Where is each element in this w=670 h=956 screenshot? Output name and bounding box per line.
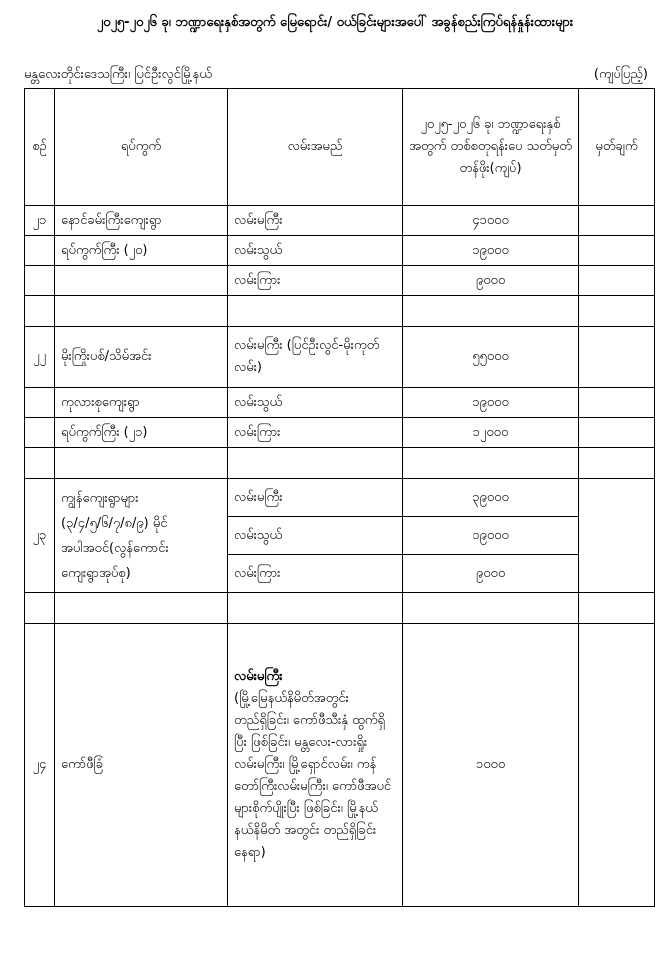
table-row: [25, 327, 655, 388]
row-remark: [579, 236, 655, 266]
row-rate: ၃၉၀၀၀: [403, 479, 579, 517]
header-ward: ရပ်ကွက်: [55, 89, 228, 206]
row-rate: ၄၁၀၀၀: [403, 206, 579, 236]
row-road: လမ်းကြား: [228, 266, 403, 296]
row-rate: ၉၀၀၀: [403, 266, 579, 296]
row-rate: ၁၉၀၀၀: [403, 517, 579, 555]
row-no: ၂၄: [25, 624, 55, 907]
region-label: မန္တလေးတိုင်းဒေသကြီး၊ ပြင်ဦးလွင်မြို့နယ်: [24, 67, 212, 82]
header-no: စဉ်: [25, 89, 55, 206]
row-road: လမ်းသွယ်: [228, 388, 403, 418]
row-remark: [579, 418, 655, 448]
road-description: (မြို့မြေနယ်နိမိတ်အတွင်း တည်ရှိခြင်း၊ ကော်ဖီသီးနှံ ထွက်ရှိပြီး ဖြစ်ခြင်း၊ မန္တလေး-လားရှိုးလမ်းမကြီး၊ မြို့ရှောင်လမ်း၊ ကန်တော်ကြီးလမ်းမကြီး၊ ကော်ဖီအပင်များစိုက်ပျိုးပြီး ဖြစ်ခြင်း၊ မြို့နယ်နယ်နိမိတ် အတွင်း တည်ရှိခြင်းနေရာ): [234, 691, 392, 860]
header-road: လမ်းအမည်: [228, 89, 403, 206]
row-road: လမ်းမကြီး: [228, 206, 403, 236]
row-road: [228, 624, 403, 907]
row-ward: ရပ်ကွက်ကြီး (၂၀): [55, 236, 228, 266]
row-no: ၂၂: [25, 327, 55, 388]
row-no: ၂၃: [25, 479, 55, 593]
rates-table: [24, 88, 655, 907]
table-row: [25, 266, 655, 296]
row-remark: [579, 624, 655, 907]
unit-label: (ကျပ်ပြည့်): [593, 67, 648, 82]
row-no: [25, 418, 55, 448]
table-row: [25, 388, 655, 418]
spacer-row: [25, 296, 655, 327]
row-road: လမ်းမကြီး: [228, 479, 403, 517]
header-row: [25, 89, 655, 206]
row-road: လမ်းသွယ်: [228, 236, 403, 266]
row-no: ၂၁: [25, 206, 55, 236]
table-row: [25, 418, 655, 448]
row-rate: ၁၂၀၀၀: [403, 418, 579, 448]
table-row: [25, 624, 655, 907]
row-ward: ကော်ဖီခြံ: [55, 624, 228, 907]
header-rate: ၂၀၂၅-၂၀၂၆ ခု၊ ဘဏ္ဍာရေးနှစ်အတွက် တစ်စတုရန်းပေ သတ်မှတ်တန်ဖိုး(ကျပ်): [403, 89, 579, 206]
row-rate: ၅၅၀၀၀: [403, 327, 579, 388]
row-rate: ၁၉၀၀၀: [403, 236, 579, 266]
row-ward: ကုလားစုကျေးရွာ: [55, 388, 228, 418]
row-road: လမ်းသွယ်: [228, 517, 403, 555]
row-no: [25, 388, 55, 418]
row-ward: နောင်ခမ်းကြီးကျေးရွာ: [55, 206, 228, 236]
header-remark: မှတ်ချက်: [579, 89, 655, 206]
table-row: [25, 479, 655, 517]
row-no: [25, 266, 55, 296]
row-rate: ၁၀၀၀: [403, 624, 579, 907]
row-no: [25, 236, 55, 266]
table-row: [25, 206, 655, 236]
row-ward: ရပ်ကွက်ကြီး (၂၁): [55, 418, 228, 448]
row-remark: [579, 479, 655, 593]
row-remark: [579, 327, 655, 388]
row-road: လမ်းကြား: [228, 418, 403, 448]
spacer-row: [25, 448, 655, 479]
row-remark: [579, 206, 655, 236]
row-road: လမ်းကြား: [228, 555, 403, 593]
table-row: [25, 236, 655, 266]
row-road: လမ်းမကြီး (ပြင်ဦးလွင်-မိုးကုတ်လမ်း): [228, 327, 403, 388]
row-ward: မိုးကြိုးပစ်/သိမ်အင်း: [55, 327, 228, 388]
row-remark: [579, 388, 655, 418]
spacer-row: [25, 593, 655, 624]
row-ward: [55, 266, 228, 296]
row-rate: ၁၉၀၀၀: [403, 388, 579, 418]
row-remark: [579, 266, 655, 296]
road-title: လမ်းမကြီး: [234, 669, 283, 684]
row-rate: ၉၀၀၀: [403, 555, 579, 593]
page-title: ၂၀၂၅-၂၀၂၆ ခု၊ ဘဏ္ဍာရေးနှစ်အတွက် မြေရောင်း/ ဝယ်ခြင်းများအပေါ် အခွန်စည်းကြပ်ရန်နှုန်းထားများ: [96, 15, 574, 30]
row-ward: ကျွန်ကျေးရွာများ (၃/၄/၅/၆/၇/၈/၉) မိုင် အပါအဝင်(လွန်ကောင်းကျေးရွာအုပ်စု): [55, 479, 228, 593]
